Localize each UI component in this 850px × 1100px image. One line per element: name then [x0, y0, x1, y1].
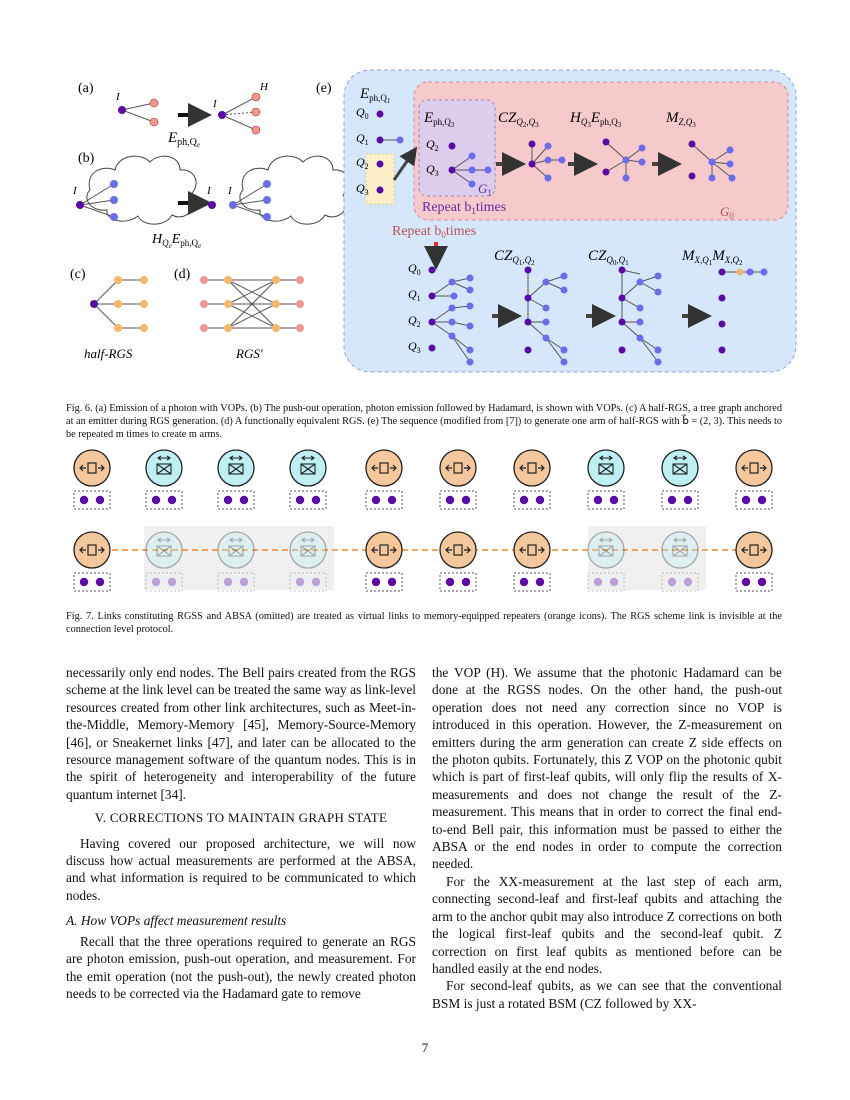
panel-label-a: (a) — [78, 81, 94, 96]
qubit-node — [469, 181, 476, 188]
qubit-node — [96, 578, 104, 586]
memory-qubits — [74, 491, 110, 509]
svg-text:Q1: $Q_1$ — [408, 287, 421, 303]
page-number: 7 — [421, 1040, 429, 1055]
memory-qubits — [74, 573, 110, 591]
photon-node — [224, 300, 232, 308]
svg-text:Q0: $Q_0$ — [356, 105, 369, 121]
vop-label: I — [207, 185, 211, 197]
qubit-node — [377, 187, 384, 194]
qubit-node — [80, 578, 88, 586]
memory-qubits — [588, 491, 624, 509]
op-label: $E_{ph,Q}e$ — [168, 130, 201, 149]
qubit-node — [668, 496, 676, 504]
figure-7-caption: Fig. 7. Links constituting RGSS and ABSA (omitted) are treated as virtual links to memory-equipped repeaters (orange icons). The RGS scheme link is invisible at the connection level protocol. — [66, 611, 782, 635]
repeater-icon — [366, 450, 402, 486]
qubit-node — [96, 496, 104, 504]
switch-icon — [146, 532, 182, 568]
memory-qubits — [440, 491, 476, 509]
panel-label-c: (c) — [70, 267, 86, 282]
panel-d-rgs — [200, 276, 304, 361]
qubit-node — [449, 143, 456, 150]
panel-label-b: (b) — [78, 151, 95, 166]
photon-node — [140, 276, 148, 284]
repeater-icon — [514, 450, 550, 486]
qubit-node — [536, 578, 544, 586]
memory-qubits — [218, 491, 254, 509]
svg-text:Q3: $Q_3$ — [426, 162, 439, 178]
mx-label: $M_{X,Q}1M_{X,Q}2$ — [682, 248, 743, 267]
qubit-node — [684, 496, 692, 504]
subsection-heading: A. How VOPs affect measurement results — [66, 913, 287, 929]
memory-qubits — [514, 491, 550, 509]
qubit-node — [377, 111, 384, 118]
photon-node — [252, 93, 260, 101]
section-heading: V. CORRECTIONS TO MAINTAIN GRAPH STATE — [94, 810, 388, 826]
qubit-node — [520, 496, 528, 504]
svg-text:Q3: $Q_3$ — [356, 181, 369, 197]
photon-node — [263, 213, 271, 221]
qubit-node — [224, 578, 232, 586]
repeater-icon — [366, 532, 402, 568]
repeater-icon — [74, 532, 110, 568]
emitter-node — [218, 111, 226, 119]
photon-node — [229, 201, 237, 209]
panel-e — [344, 70, 796, 372]
photon-node — [114, 324, 122, 332]
eph-q1-label: $E_{ph,Q}1$ — [360, 86, 391, 105]
g0-label: $G_0$ — [720, 204, 734, 221]
qubit-node — [80, 496, 88, 504]
photon-node — [200, 276, 208, 284]
photon-node — [114, 276, 122, 284]
cz-q2q3-label: $CZ_Q2,Q3$ — [498, 110, 539, 129]
vop-label: I — [228, 185, 232, 197]
photon-node — [150, 118, 158, 126]
repeater-icon — [736, 532, 772, 568]
photon-node — [296, 276, 304, 284]
paragraph-text: necessarily only end nodes. The Bell pairs created from the RGS scheme at the link level can be treated the same way as link-level resources created from other link architectures, such as Meet-in-the-Middle, Memory-Memory [45], Memory-Source-Memory [46], or Sneakernet links [47], and later can be allocated to the resource management software of the quantum nodes. This is in the spirit of heterogeneity and interoperability of the future quantum internet [34]. — [66, 665, 416, 802]
qubit-node — [168, 578, 176, 586]
svg-text:Q0: $Q_0$ — [408, 261, 421, 277]
paragraph: Recall that the three operations required to generate an RGS are photon emission, push-out operation, and measurement. For the emit operation (not the push-out), the newly created photon needs to be corrected via the Hadamard gate to remove — [66, 933, 416, 1001]
qubit-node — [377, 161, 384, 168]
memory-qubits — [440, 573, 476, 591]
qubit-node — [610, 496, 618, 504]
qubit-node — [594, 578, 602, 586]
qubit-node — [372, 496, 380, 504]
svg-text:Q2: $Q_2$ — [356, 155, 369, 171]
g1-label: $G_1$ — [478, 181, 492, 198]
photon-node — [272, 300, 280, 308]
emitter-node — [208, 201, 216, 209]
switch-icon — [218, 450, 254, 486]
figure-7 — [60, 446, 800, 596]
figure-6 — [60, 60, 800, 380]
photon-node — [140, 300, 148, 308]
half-rgs-label: half-RGS — [84, 346, 133, 361]
vop-label: I — [73, 185, 77, 197]
h-q3-eph-label: $H_Q3E_{ph,Q}3$ — [570, 110, 622, 129]
qubit-node — [388, 578, 396, 586]
svg-text:Q2: $Q_2$ — [426, 137, 439, 153]
switch-icon — [290, 532, 326, 568]
qubit-node — [372, 578, 380, 586]
vop-label: I — [213, 98, 217, 110]
switch-icon — [588, 532, 624, 568]
qubit-node — [520, 578, 528, 586]
qubit-node — [446, 578, 454, 586]
memory-qubits — [290, 491, 326, 509]
qubit-node — [449, 167, 456, 174]
photon-node — [252, 108, 260, 116]
memory-qubits — [514, 573, 550, 591]
paragraph: Having covered our proposed architecture, we will now discuss how actual measurements are performed at the ABSA, and what information is required to be communicated to which nodes. — [66, 835, 416, 903]
photon-node — [200, 300, 208, 308]
qubit-node — [536, 496, 544, 504]
qubit-node — [610, 578, 618, 586]
photon-node — [263, 180, 271, 188]
emitter-node — [90, 300, 98, 308]
qubit-node — [742, 578, 750, 586]
left-column — [66, 664, 416, 1002]
qubit-node — [758, 496, 766, 504]
photon-node — [150, 99, 158, 107]
switch-icon — [662, 450, 698, 486]
memory-qubits — [662, 491, 698, 509]
figure-6-caption: Fig. 6. (a) Emission of a photon with VOPs. (b) The push-out operation, photon emission followed by Hadamard, is shown with VOPs. (c) A half-RGS, a tree graph anchored at an emitter during RGS generation. (d) A functionally equivalent RGS. (e) The sequence (modified from [7]) to generate one arm of half-RGS with b⃗ = (2, 3). This needs to be repeated m times to create m arms. — [66, 403, 782, 440]
repeat-b0-label: Repeat $b_0times$ — [392, 224, 477, 240]
switch-icon — [146, 450, 182, 486]
qubit-node — [388, 496, 396, 504]
qubit-node — [312, 496, 320, 504]
paragraph: For second-leaf qubits, as we can see that the conventional BSM is just a rotated BSM (CZ followed by XX- — [432, 978, 782, 1011]
qubit-node — [377, 137, 384, 144]
memory-qubits — [146, 491, 182, 509]
qubit-node — [758, 578, 766, 586]
photon-node — [110, 196, 118, 204]
repeater-icon — [440, 450, 476, 486]
photon-node — [224, 324, 232, 332]
qubit-node — [668, 578, 676, 586]
emitter-node — [76, 201, 84, 209]
qubit-node — [469, 153, 476, 160]
qubit-node — [168, 496, 176, 504]
qubit-node — [446, 496, 454, 504]
photon-node — [114, 300, 122, 308]
memory-qubits — [366, 491, 402, 509]
qubit-node — [240, 496, 248, 504]
panel-b — [72, 156, 349, 250]
qubit-node — [296, 496, 304, 504]
qubit-node — [462, 578, 470, 586]
svg-text:Q1: $Q_1$ — [356, 131, 369, 147]
qubit-node — [296, 578, 304, 586]
qubit-node — [469, 167, 476, 174]
memory-qubits — [736, 491, 772, 509]
eph-q3-label: $E_{ph,Q}3$ — [424, 110, 455, 129]
right-column — [432, 664, 782, 1012]
photon-node — [263, 196, 271, 204]
svg-text:Q2: $Q_2$ — [408, 313, 421, 329]
paragraph — [66, 664, 416, 803]
memory-qubits — [366, 573, 402, 591]
photon-node — [296, 300, 304, 308]
qubit-node — [594, 496, 602, 504]
svg-text:Q3: $Q_3$ — [408, 339, 421, 355]
photon-node — [110, 180, 118, 188]
panel-label-e: (e) — [316, 81, 332, 96]
vop-label: I — [116, 91, 120, 103]
qubit-node — [397, 137, 404, 144]
switch-icon — [588, 450, 624, 486]
photon-node — [140, 324, 148, 332]
cz-q1q2-label: $CZ_Q1,Q2$ — [494, 248, 535, 267]
paragraph: the VOP (H). We assume that the photonic Hadamard can be done at the RGSS nodes. On the other hand, the push-out operation does not need any correction since no VOP is introduced in this operation. However, the Z-measurement on emitters during the arm generation can create Z side effects on the photon qubits. Fortunately, this Z VOP on the photonic qubit which is part of first-leaf qubits, will only flip the results of X-measurements and does not change the result of the Z-measurement. This means that in order to correct the final end-to-end Bell pair, this information must be passed to either the ABSA or the end nodes in order to compute the correction needed. — [432, 665, 782, 872]
photon-node — [110, 213, 118, 221]
cz-q0q1-label: $CZ_Q0,Q1$ — [588, 248, 629, 267]
qubit-node — [684, 578, 692, 586]
photon-node — [272, 324, 280, 332]
photon-node — [296, 324, 304, 332]
qubit-node — [485, 167, 492, 174]
repeat-b1-label: Repeat $b_1times$ — [422, 200, 507, 216]
photon-node — [272, 276, 280, 284]
switch-icon — [662, 532, 698, 568]
qubit-node — [152, 496, 160, 504]
repeater-icon — [74, 450, 110, 486]
repeater-icon — [514, 532, 550, 568]
qubit-node — [462, 496, 470, 504]
op-label: $H_QeE_{ph,Q}e$ — [152, 232, 202, 250]
vop-label: H — [260, 81, 268, 93]
memory-qubits — [736, 573, 772, 591]
repeater-icon — [736, 450, 772, 486]
panel-label-d: (d) — [174, 267, 191, 282]
emitter-node — [118, 106, 126, 114]
repeater-icon — [440, 532, 476, 568]
paragraph: For the XX-measurement at the last step of each arm, connecting second-leaf and first-leaf qubits and attaching the arm to the anchor qubit may also introduce Z corrections on both the logical first-leaf qubits and the second-leaf qubit. Z correction on first leaf qubits as mentioned before can be handled easily at the end nodes. — [432, 873, 782, 976]
qubit-node — [240, 578, 248, 586]
qubit-node — [312, 578, 320, 586]
switch-icon — [218, 532, 254, 568]
photon-node — [252, 126, 260, 134]
rgs-prime-label: RGS′ — [236, 346, 263, 361]
qubit-node — [224, 496, 232, 504]
qubit-node — [742, 496, 750, 504]
mz-q3-label: $M_{Z,Q}3$ — [666, 110, 696, 129]
photon-node — [224, 276, 232, 284]
switch-icon — [290, 450, 326, 486]
panel-a — [115, 81, 269, 149]
photon-node — [200, 324, 208, 332]
qubit-node — [152, 578, 160, 586]
panel-c-half-rgs — [84, 276, 148, 361]
